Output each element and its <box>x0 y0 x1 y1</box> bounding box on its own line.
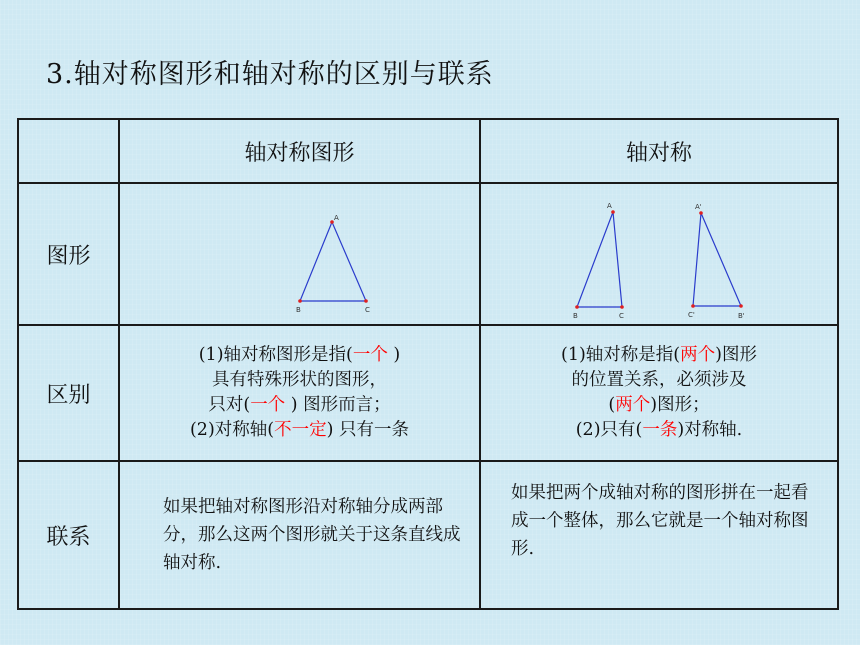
page-title <box>46 52 494 91</box>
difference-right-line-4 <box>481 418 837 443</box>
connection-cell-left <box>119 461 480 609</box>
difference-left-line-1 <box>120 343 479 368</box>
text-fragment: (2)只有( <box>575 420 643 440</box>
header-axis-symmetric-figure: 轴对称图形 <box>119 119 480 183</box>
row-label-connection: 联系 <box>18 461 119 609</box>
text-fragment: ( <box>608 395 616 415</box>
vertex-c-point <box>620 305 624 309</box>
vertex-c-point <box>364 299 368 303</box>
vertex-b-point <box>575 305 579 309</box>
difference-left-line-3 <box>120 393 479 418</box>
connection-right-text: 如果把两个成轴对称的图形拼在一起看成一个整体，那么它就是一个轴对称图形. <box>511 483 809 559</box>
text-fragment: 只对( <box>208 395 251 415</box>
table-header-row <box>18 119 838 183</box>
difference-left-line-4 <box>120 418 479 443</box>
difference-left-line-2: 具有特殊形状的图形， <box>212 370 387 390</box>
triangle-abc <box>300 222 366 301</box>
title-number: 3. <box>46 59 74 90</box>
isosceles-triangle-figure <box>120 184 479 324</box>
vertex-b-label: B <box>573 312 578 320</box>
difference-right-line-3 <box>481 393 837 418</box>
text-fragment: ) 图形而言； <box>285 395 391 415</box>
vertex-c-prime-label: C' <box>688 311 695 319</box>
row-label-difference: 区别 <box>18 325 119 461</box>
comparison-table <box>17 118 839 610</box>
text-fragment: (1)轴对称是指( <box>561 345 681 365</box>
text-fragment: )图形； <box>650 395 710 415</box>
vertex-b-prime-point <box>739 304 743 308</box>
header-axis-symmetry: 轴对称 <box>480 119 838 183</box>
triangle-abc-prime <box>693 213 741 306</box>
answer-one-axis: 一条 <box>642 420 678 440</box>
vertex-a-label: A <box>334 214 339 222</box>
text-fragment: )图形 <box>715 345 757 365</box>
vertex-b-prime-label: B' <box>738 312 745 320</box>
answer-not-necessarily: 不一定 <box>274 420 327 440</box>
triangle-abc <box>577 212 622 307</box>
row-label-figure: 图形 <box>18 183 119 325</box>
vertex-a-label: A <box>607 202 612 210</box>
vertex-a-prime-label: A' <box>695 203 702 211</box>
symmetric-triangles-figure <box>481 184 837 324</box>
answer-one-figure: 一个 <box>250 395 286 415</box>
vertex-b-label: B <box>296 306 301 314</box>
vertex-a-prime-point <box>699 211 703 215</box>
answer-two: 两个 <box>680 345 716 365</box>
vertex-c-label: C <box>365 306 370 314</box>
vertex-c-label: C <box>619 312 624 320</box>
table-row-connection <box>18 461 838 609</box>
text-fragment: ) <box>387 345 401 365</box>
vertex-b-point <box>298 299 302 303</box>
text-fragment: (1)轴对称图形是指( <box>198 345 353 365</box>
difference-right-line-1 <box>481 343 837 368</box>
table-row-figure <box>18 183 838 325</box>
connection-cell-right <box>480 461 838 609</box>
figure-cell-right <box>480 183 838 325</box>
difference-cell-left <box>119 325 480 461</box>
figure-cell-left <box>119 183 480 325</box>
title-text: 轴对称图形和轴对称的区别与联系 <box>73 59 494 90</box>
table-row-difference <box>18 325 838 461</box>
text-fragment: ) 只有一条 <box>326 420 409 440</box>
vertex-a-point <box>611 210 615 214</box>
difference-right-line-2: 的位置关系，必须涉及 <box>571 370 747 390</box>
connection-left-text: 如果把轴对称图形沿对称轴分成两部分，那么这两个图形就关于这条直线成轴对称. <box>163 497 461 573</box>
text-fragment: (2)对称轴( <box>189 420 275 440</box>
corner-cell <box>18 119 119 183</box>
difference-cell-right <box>480 325 838 461</box>
vertex-c-prime-point <box>691 304 695 308</box>
text-fragment: )对称轴. <box>677 420 743 440</box>
answer-two-figures: 两个 <box>615 395 651 415</box>
answer-one: 一个 <box>352 345 388 365</box>
